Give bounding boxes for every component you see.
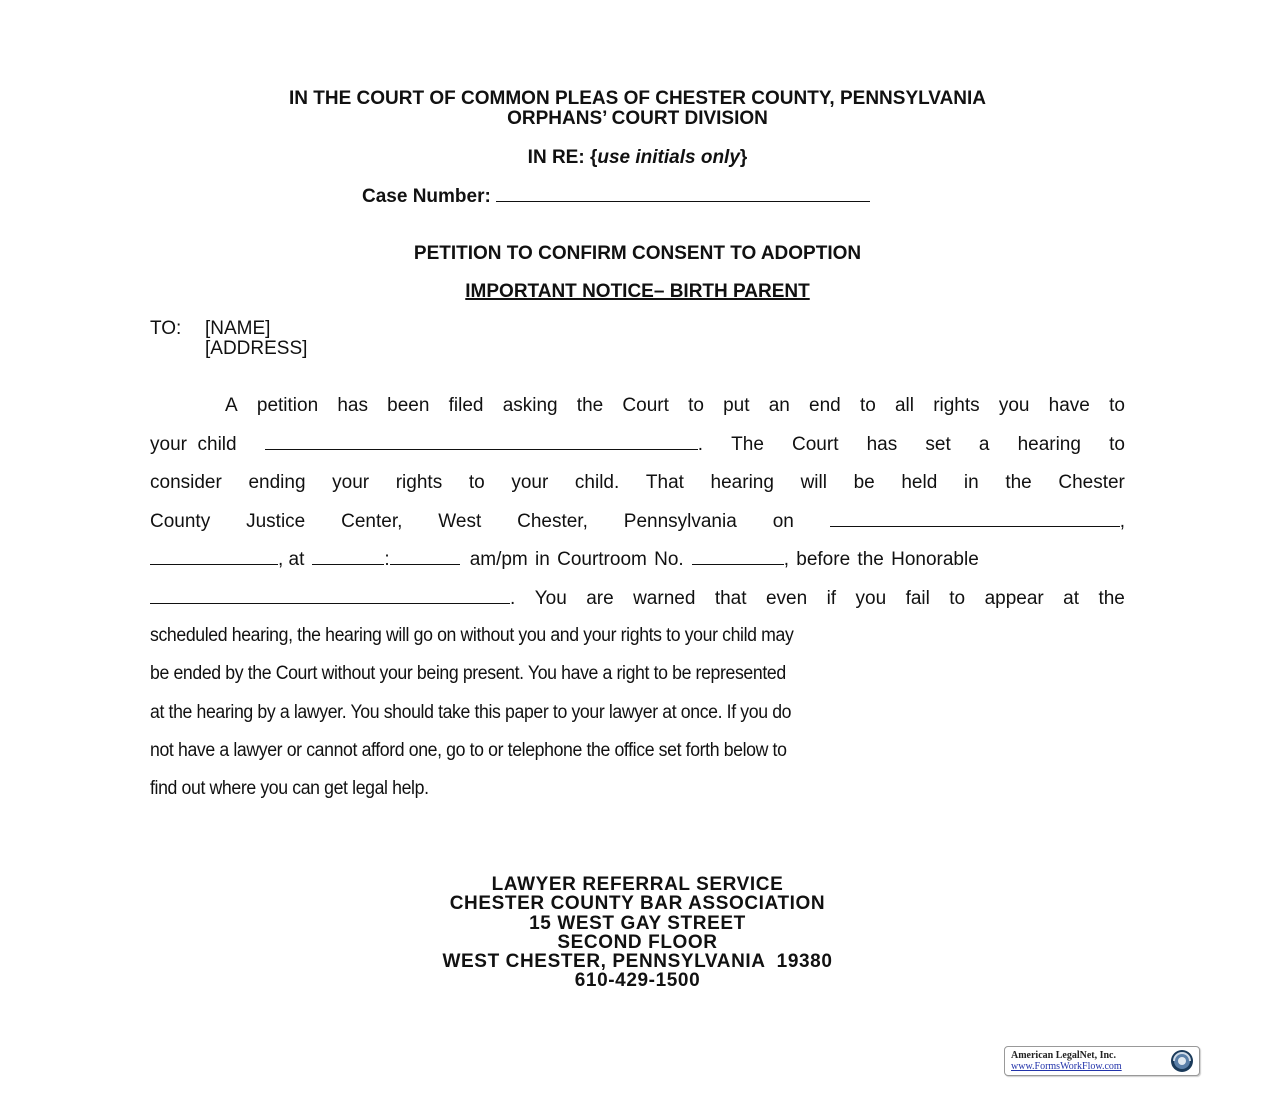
case-number-label: Case Number: — [362, 186, 497, 207]
bar-association-name: CHESTER COUNTY BAR ASSOCIATION — [449, 893, 826, 915]
badge-url-link[interactable]: www.FormsWorkFlow.com — [1011, 1061, 1122, 1072]
to-label: TO: — [150, 318, 182, 339]
in-re-close: } — [739, 147, 748, 168]
referral-service-name: LAWYER REFERRAL SERVICE — [491, 874, 784, 895]
child-name-blank[interactable] — [265, 433, 698, 450]
globe-logo-icon — [1170, 1049, 1194, 1073]
court-name-heading: IN THE COURT OF COMMON PLEAS OF CHESTER COUNTY, PENNSYLVANIA — [288, 88, 987, 109]
body-line-10: not have a lawyer or cannot afford one, go to or telephone the office set forth below to — [150, 740, 787, 761]
judge-name-blank[interactable] — [150, 587, 510, 604]
referral-phone: 610-429-1500 — [574, 970, 701, 992]
body-line-1: A petition has been filed asking the Court to put an end to all rights you have to — [225, 395, 1125, 416]
document-title: PETITION TO CONFIRM CONSENT TO ADOPTION — [413, 243, 862, 264]
body-line-6: . You are warned that even if you fail to appear at the — [150, 587, 1125, 609]
body-line-3: consider ending your rights to your child. That hearing will be held in the Chester — [150, 472, 1125, 493]
body-line-9: at the hearing by a lawyer. You should take this paper to your lawyer at once. If you do — [150, 702, 792, 723]
hearing-date-blank[interactable] — [830, 510, 1120, 527]
american-legalnet-badge[interactable] — [1004, 1046, 1200, 1076]
notice-heading-text: IMPORTANT NOTICE– BIRTH PARENT — [465, 281, 810, 302]
body-line-11: find out where you can get legal help. — [150, 778, 429, 799]
courtroom-number-blank[interactable] — [692, 548, 784, 565]
body-line-7: scheduled hearing, the hearing will go on without you and your rights to your child may — [150, 625, 794, 646]
body-line-4: County Justice Center, West Chester, Pennsylvania on , — [150, 511, 1125, 532]
addressee-name: [NAME] — [205, 318, 271, 339]
hearing-hour-blank[interactable] — [312, 548, 384, 565]
in-re-label: IN RE: { — [527, 147, 598, 168]
hearing-minute-blank[interactable] — [390, 548, 460, 565]
body-line-8: be ended by the Court without your being present. You have a right to be represented — [150, 663, 786, 684]
case-number-line — [362, 185, 870, 208]
court-division-heading: ORPHANS’ COURT DIVISION — [507, 108, 768, 129]
notice-heading — [0, 281, 1275, 303]
in-re-value: use initials only — [597, 147, 740, 168]
body-line-5: , at : am/pm in Courtroom No. , before the Honorable — [150, 548, 1125, 570]
in-re-line — [0, 147, 1275, 169]
badge-company: American LegalNet, Inc. — [1011, 1050, 1116, 1061]
addressee-block — [150, 319, 307, 359]
lawyer-referral-block — [0, 875, 1275, 991]
hearing-year-blank[interactable] — [150, 548, 278, 565]
referral-street: 15 WEST GAY STREET — [529, 912, 746, 934]
case-number-blank[interactable] — [496, 185, 870, 202]
addressee-address: [ADDRESS] — [205, 338, 308, 359]
referral-floor: SECOND FLOOR — [557, 931, 718, 953]
referral-city-state-zip: WEST CHESTER, PENNSYLVANIA 19380 — [442, 951, 833, 973]
body-line-2: your child . The Court has set a hearing to — [150, 434, 1125, 455]
